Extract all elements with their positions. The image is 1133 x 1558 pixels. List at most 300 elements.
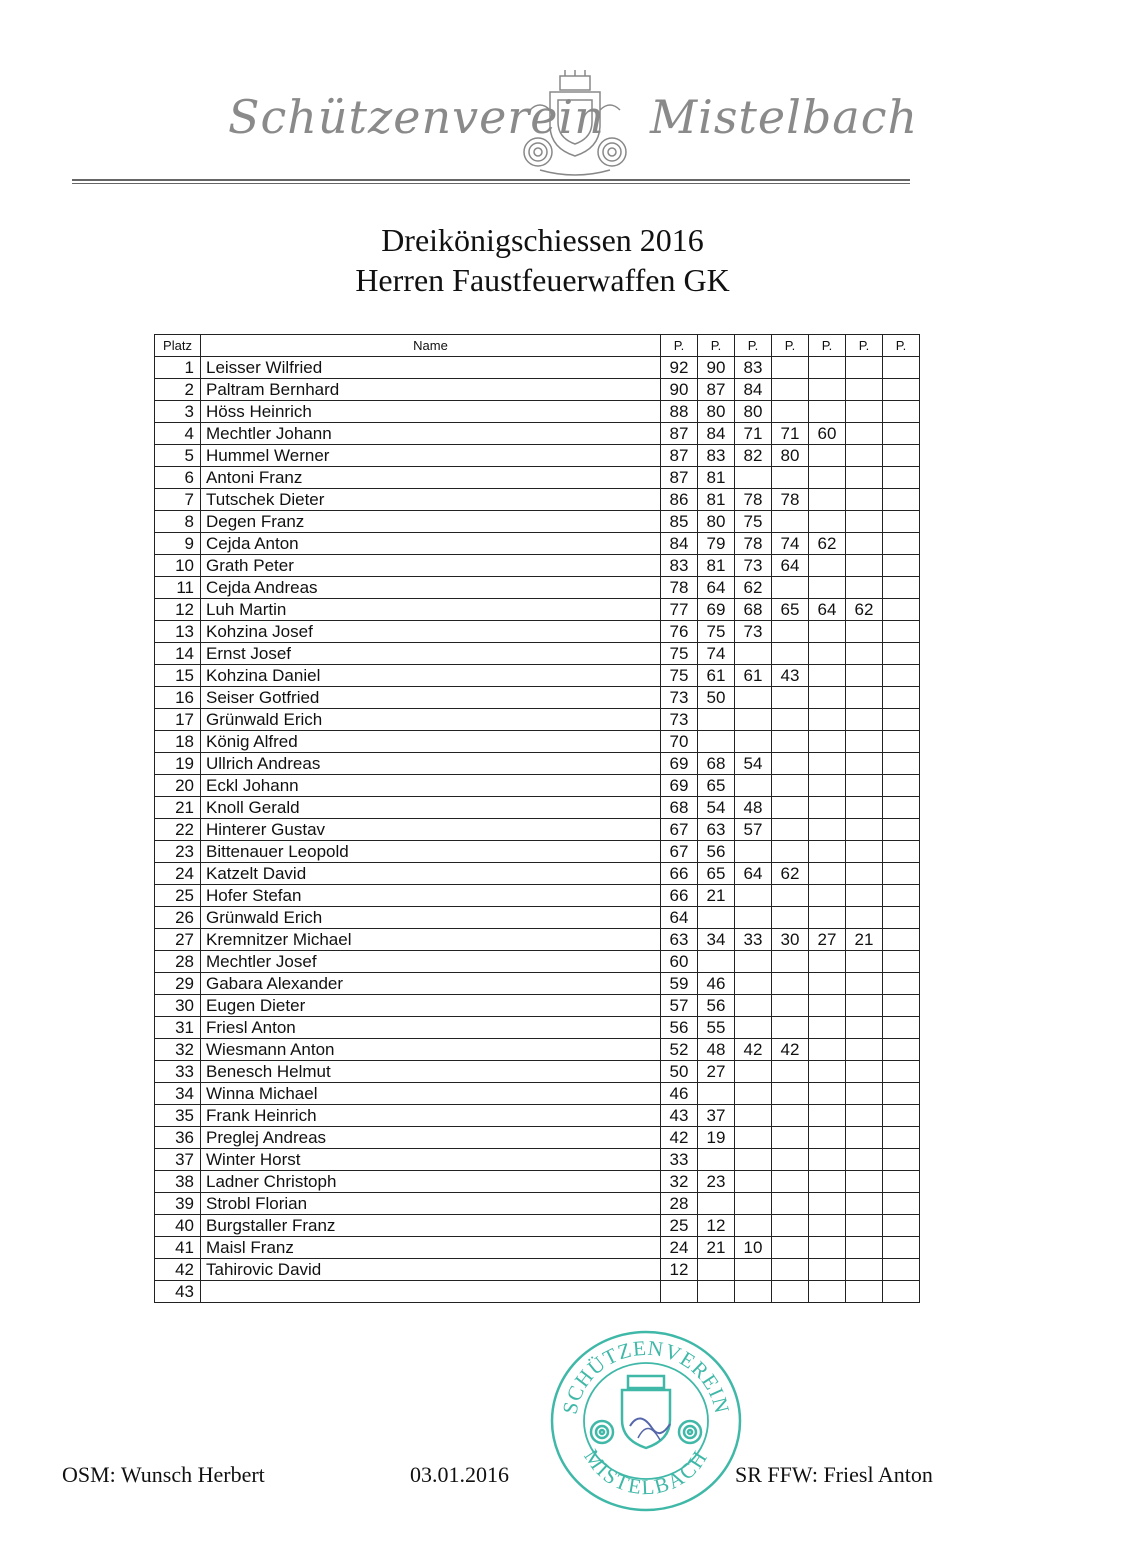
table-row xyxy=(155,709,920,731)
row-score xyxy=(809,1237,846,1259)
row-score xyxy=(883,401,920,423)
table-row xyxy=(155,885,920,907)
row-score xyxy=(846,357,883,379)
row-score: 25 xyxy=(661,1215,698,1237)
row-score: 55 xyxy=(698,1017,735,1039)
row-score xyxy=(809,819,846,841)
row-score xyxy=(809,1149,846,1171)
row-name: Tahirovic David xyxy=(201,1259,661,1281)
row-score xyxy=(883,885,920,907)
row-place: 34 xyxy=(155,1083,201,1105)
row-score xyxy=(883,1105,920,1127)
table-row xyxy=(155,577,920,599)
row-place: 3 xyxy=(155,401,201,423)
row-score xyxy=(809,841,846,863)
row-place: 28 xyxy=(155,951,201,973)
footer-osm: OSM: Wunsch Herbert xyxy=(62,1462,265,1487)
row-score: 54 xyxy=(698,797,735,819)
row-name xyxy=(201,1281,661,1303)
row-score: 59 xyxy=(661,973,698,995)
row-score xyxy=(772,885,809,907)
row-score: 24 xyxy=(661,1237,698,1259)
row-score xyxy=(772,951,809,973)
row-place: 37 xyxy=(155,1149,201,1171)
row-score xyxy=(809,357,846,379)
row-score xyxy=(883,775,920,797)
footer-referee: SR FFW: Friesl Anton xyxy=(735,1462,933,1487)
row-score: 64 xyxy=(809,599,846,621)
row-score: 81 xyxy=(698,489,735,511)
results-body xyxy=(155,357,920,1303)
table-row xyxy=(155,445,920,467)
header-score: P. xyxy=(661,335,698,357)
row-name: Ullrich Andreas xyxy=(201,753,661,775)
row-score xyxy=(809,467,846,489)
row-score: 50 xyxy=(661,1061,698,1083)
header-score: P. xyxy=(698,335,735,357)
row-score: 60 xyxy=(809,423,846,445)
row-score xyxy=(846,379,883,401)
row-score xyxy=(772,621,809,643)
row-place: 8 xyxy=(155,511,201,533)
row-place: 38 xyxy=(155,1171,201,1193)
row-score xyxy=(883,1259,920,1281)
row-score: 60 xyxy=(661,951,698,973)
letterhead xyxy=(0,60,1133,190)
row-score: 74 xyxy=(698,643,735,665)
row-score: 73 xyxy=(735,555,772,577)
row-score xyxy=(846,1039,883,1061)
row-score xyxy=(735,841,772,863)
row-name: Frank Heinrich xyxy=(201,1105,661,1127)
letterhead-divider xyxy=(72,179,910,181)
row-score xyxy=(698,907,735,929)
row-score xyxy=(809,665,846,687)
row-name: Knoll Gerald xyxy=(201,797,661,819)
row-score xyxy=(735,885,772,907)
row-score xyxy=(883,643,920,665)
row-name: Eugen Dieter xyxy=(201,995,661,1017)
row-place: 15 xyxy=(155,665,201,687)
row-score xyxy=(883,1215,920,1237)
row-score xyxy=(846,995,883,1017)
row-score xyxy=(735,1083,772,1105)
row-score xyxy=(698,1149,735,1171)
row-score xyxy=(772,1215,809,1237)
row-score xyxy=(772,775,809,797)
row-score xyxy=(883,841,920,863)
table-row xyxy=(155,753,920,775)
row-score: 75 xyxy=(698,621,735,643)
row-score xyxy=(809,753,846,775)
row-place: 7 xyxy=(155,489,201,511)
row-score xyxy=(883,709,920,731)
row-name: Preglej Andreas xyxy=(201,1127,661,1149)
row-score xyxy=(846,1259,883,1281)
row-score xyxy=(883,907,920,929)
row-score: 68 xyxy=(661,797,698,819)
row-score: 75 xyxy=(735,511,772,533)
table-row xyxy=(155,1083,920,1105)
row-score xyxy=(883,489,920,511)
header-score: P. xyxy=(883,335,920,357)
row-score xyxy=(809,709,846,731)
row-score xyxy=(846,775,883,797)
row-score: 43 xyxy=(661,1105,698,1127)
table-row xyxy=(155,1017,920,1039)
results-table xyxy=(154,334,920,1303)
row-score xyxy=(846,445,883,467)
row-score: 67 xyxy=(661,841,698,863)
table-row xyxy=(155,841,920,863)
row-score: 42 xyxy=(772,1039,809,1061)
row-score xyxy=(809,863,846,885)
row-score xyxy=(735,731,772,753)
row-score: 46 xyxy=(661,1083,698,1105)
row-name: Seiser Gotfried xyxy=(201,687,661,709)
footer-date: 03.01.2016 xyxy=(410,1462,509,1487)
row-score: 56 xyxy=(698,995,735,1017)
row-score xyxy=(883,1083,920,1105)
table-row xyxy=(155,1193,920,1215)
row-score xyxy=(846,885,883,907)
row-name: Paltram Bernhard xyxy=(201,379,661,401)
row-score: 64 xyxy=(661,907,698,929)
row-score xyxy=(846,1105,883,1127)
row-score: 80 xyxy=(698,401,735,423)
header-score: P. xyxy=(772,335,809,357)
table-row xyxy=(155,467,920,489)
row-score xyxy=(735,687,772,709)
row-score: 33 xyxy=(735,929,772,951)
row-score xyxy=(735,1127,772,1149)
row-score: 67 xyxy=(661,819,698,841)
row-place: 10 xyxy=(155,555,201,577)
row-place: 42 xyxy=(155,1259,201,1281)
table-row xyxy=(155,1281,920,1303)
row-score: 30 xyxy=(772,929,809,951)
row-score xyxy=(809,577,846,599)
row-place: 23 xyxy=(155,841,201,863)
row-score xyxy=(846,1083,883,1105)
row-name: Wiesmann Anton xyxy=(201,1039,661,1061)
row-score: 78 xyxy=(735,489,772,511)
row-name: Hummel Werner xyxy=(201,445,661,467)
row-place: 32 xyxy=(155,1039,201,1061)
row-name: Cejda Anton xyxy=(201,533,661,555)
row-name: Leisser Wilfried xyxy=(201,357,661,379)
row-score: 21 xyxy=(698,885,735,907)
row-name: Grath Peter xyxy=(201,555,661,577)
row-score: 63 xyxy=(698,819,735,841)
row-place: 17 xyxy=(155,709,201,731)
row-score: 92 xyxy=(661,357,698,379)
row-score xyxy=(883,555,920,577)
row-score: 64 xyxy=(698,577,735,599)
letterhead-divider-thin xyxy=(72,183,910,184)
row-score: 86 xyxy=(661,489,698,511)
row-score xyxy=(883,577,920,599)
row-name: Benesch Helmut xyxy=(201,1061,661,1083)
row-score: 70 xyxy=(661,731,698,753)
row-place: 11 xyxy=(155,577,201,599)
row-score xyxy=(809,687,846,709)
table-row xyxy=(155,819,920,841)
row-score: 27 xyxy=(809,929,846,951)
row-score xyxy=(809,1083,846,1105)
row-name: Hofer Stefan xyxy=(201,885,661,907)
row-score: 73 xyxy=(661,709,698,731)
row-place: 12 xyxy=(155,599,201,621)
row-score: 69 xyxy=(698,599,735,621)
table-row xyxy=(155,1149,920,1171)
row-place: 1 xyxy=(155,357,201,379)
row-score xyxy=(883,687,920,709)
row-score xyxy=(883,819,920,841)
row-score: 78 xyxy=(735,533,772,555)
row-score xyxy=(883,797,920,819)
row-score: 52 xyxy=(661,1039,698,1061)
row-score xyxy=(846,533,883,555)
row-score xyxy=(772,687,809,709)
row-name: Hinterer Gustav xyxy=(201,819,661,841)
row-score: 75 xyxy=(661,665,698,687)
table-row xyxy=(155,1039,920,1061)
row-score xyxy=(883,1237,920,1259)
row-score xyxy=(809,885,846,907)
row-score: 82 xyxy=(735,445,772,467)
row-place: 5 xyxy=(155,445,201,467)
row-place: 19 xyxy=(155,753,201,775)
row-score xyxy=(735,907,772,929)
table-row xyxy=(155,1237,920,1259)
row-score xyxy=(809,907,846,929)
row-name: Ernst Josef xyxy=(201,643,661,665)
row-score xyxy=(883,665,920,687)
row-score: 77 xyxy=(661,599,698,621)
row-score: 65 xyxy=(698,863,735,885)
row-name: Strobl Florian xyxy=(201,1193,661,1215)
row-score: 62 xyxy=(772,863,809,885)
row-score: 83 xyxy=(698,445,735,467)
row-score xyxy=(772,709,809,731)
row-score: 84 xyxy=(661,533,698,555)
row-score xyxy=(883,1171,920,1193)
table-row xyxy=(155,621,920,643)
row-score: 50 xyxy=(698,687,735,709)
row-score xyxy=(846,489,883,511)
row-score xyxy=(809,731,846,753)
header-score: P. xyxy=(809,335,846,357)
row-score xyxy=(883,973,920,995)
row-score: 12 xyxy=(698,1215,735,1237)
row-score: 80 xyxy=(735,401,772,423)
row-score xyxy=(735,1061,772,1083)
row-name: Mechtler Josef xyxy=(201,951,661,973)
row-score xyxy=(772,467,809,489)
row-score xyxy=(809,995,846,1017)
row-score xyxy=(735,1281,772,1303)
row-score: 66 xyxy=(661,885,698,907)
row-score xyxy=(883,621,920,643)
row-score xyxy=(846,1193,883,1215)
row-score xyxy=(846,709,883,731)
row-place: 18 xyxy=(155,731,201,753)
row-score: 27 xyxy=(698,1061,735,1083)
row-score: 84 xyxy=(698,423,735,445)
header-score: P. xyxy=(846,335,883,357)
row-score: 87 xyxy=(698,379,735,401)
row-score: 65 xyxy=(698,775,735,797)
row-score: 73 xyxy=(661,687,698,709)
row-name: Luh Martin xyxy=(201,599,661,621)
row-score xyxy=(772,1061,809,1083)
row-score xyxy=(772,973,809,995)
row-score xyxy=(846,753,883,775)
row-place: 13 xyxy=(155,621,201,643)
row-place: 39 xyxy=(155,1193,201,1215)
row-score xyxy=(846,511,883,533)
row-score: 71 xyxy=(735,423,772,445)
row-score xyxy=(735,775,772,797)
row-score xyxy=(772,1149,809,1171)
row-name: Friesl Anton xyxy=(201,1017,661,1039)
row-place: 30 xyxy=(155,995,201,1017)
table-row xyxy=(155,863,920,885)
row-score xyxy=(846,687,883,709)
row-place: 36 xyxy=(155,1127,201,1149)
row-score xyxy=(809,1215,846,1237)
row-score xyxy=(809,951,846,973)
row-score: 90 xyxy=(661,379,698,401)
row-score xyxy=(846,1281,883,1303)
table-row xyxy=(155,973,920,995)
row-score xyxy=(846,1149,883,1171)
row-score xyxy=(846,1061,883,1083)
row-score xyxy=(846,555,883,577)
row-score xyxy=(809,489,846,511)
row-score: 46 xyxy=(698,973,735,995)
header-place: Platz xyxy=(155,335,201,357)
table-row xyxy=(155,599,920,621)
table-row xyxy=(155,1171,920,1193)
row-name: Katzelt David xyxy=(201,863,661,885)
row-score: 48 xyxy=(735,797,772,819)
row-score xyxy=(809,1193,846,1215)
club-name-right: Mistelbach xyxy=(650,90,919,144)
row-place: 29 xyxy=(155,973,201,995)
row-score xyxy=(883,929,920,951)
row-score xyxy=(846,621,883,643)
row-name: Kohzina Josef xyxy=(201,621,661,643)
row-score xyxy=(809,1017,846,1039)
table-row xyxy=(155,929,920,951)
row-score xyxy=(883,1127,920,1149)
row-score: 64 xyxy=(772,555,809,577)
row-score xyxy=(883,1281,920,1303)
row-score xyxy=(772,511,809,533)
table-row xyxy=(155,1259,920,1281)
row-score: 84 xyxy=(735,379,772,401)
row-score: 81 xyxy=(698,467,735,489)
row-name: Maisl Franz xyxy=(201,1237,661,1259)
row-place: 2 xyxy=(155,379,201,401)
table-row xyxy=(155,951,920,973)
row-score: 88 xyxy=(661,401,698,423)
row-score: 28 xyxy=(661,1193,698,1215)
row-score: 69 xyxy=(661,753,698,775)
row-score: 42 xyxy=(735,1039,772,1061)
row-score xyxy=(846,1127,883,1149)
row-place: 22 xyxy=(155,819,201,841)
row-name: Burgstaller Franz xyxy=(201,1215,661,1237)
row-score xyxy=(772,577,809,599)
row-score xyxy=(846,907,883,929)
row-name: Kohzina Daniel xyxy=(201,665,661,687)
row-score xyxy=(772,907,809,929)
table-row xyxy=(155,379,920,401)
row-name: König Alfred xyxy=(201,731,661,753)
row-score xyxy=(698,709,735,731)
table-row xyxy=(155,1127,920,1149)
row-score xyxy=(698,1193,735,1215)
row-name: Grünwald Erich xyxy=(201,907,661,929)
row-score xyxy=(846,973,883,995)
row-place: 31 xyxy=(155,1017,201,1039)
row-place: 21 xyxy=(155,797,201,819)
table-row xyxy=(155,423,920,445)
row-score: 61 xyxy=(698,665,735,687)
row-score xyxy=(809,511,846,533)
row-score: 54 xyxy=(735,753,772,775)
row-score xyxy=(809,1105,846,1127)
row-score xyxy=(883,1061,920,1083)
row-score xyxy=(772,841,809,863)
row-score xyxy=(846,665,883,687)
row-score: 78 xyxy=(772,489,809,511)
row-score xyxy=(883,863,920,885)
row-score xyxy=(846,643,883,665)
row-score: 75 xyxy=(661,643,698,665)
table-row xyxy=(155,797,920,819)
row-score xyxy=(735,709,772,731)
row-score xyxy=(735,1259,772,1281)
row-place: 33 xyxy=(155,1061,201,1083)
row-score xyxy=(698,731,735,753)
row-place: 41 xyxy=(155,1237,201,1259)
row-score xyxy=(846,841,883,863)
row-score: 65 xyxy=(772,599,809,621)
row-score: 71 xyxy=(772,423,809,445)
row-score xyxy=(772,1193,809,1215)
row-place: 43 xyxy=(155,1281,201,1303)
row-score: 87 xyxy=(661,423,698,445)
row-score: 66 xyxy=(661,863,698,885)
row-score: 12 xyxy=(661,1259,698,1281)
row-score: 81 xyxy=(698,555,735,577)
row-score xyxy=(846,1237,883,1259)
row-score: 48 xyxy=(698,1039,735,1061)
row-score: 76 xyxy=(661,621,698,643)
row-score xyxy=(698,1281,735,1303)
row-place: 27 xyxy=(155,929,201,951)
row-name: Kremnitzer Michael xyxy=(201,929,661,951)
table-row xyxy=(155,1061,920,1083)
row-score xyxy=(883,1017,920,1039)
row-place: 6 xyxy=(155,467,201,489)
row-place: 20 xyxy=(155,775,201,797)
row-name: Mechtler Johann xyxy=(201,423,661,445)
